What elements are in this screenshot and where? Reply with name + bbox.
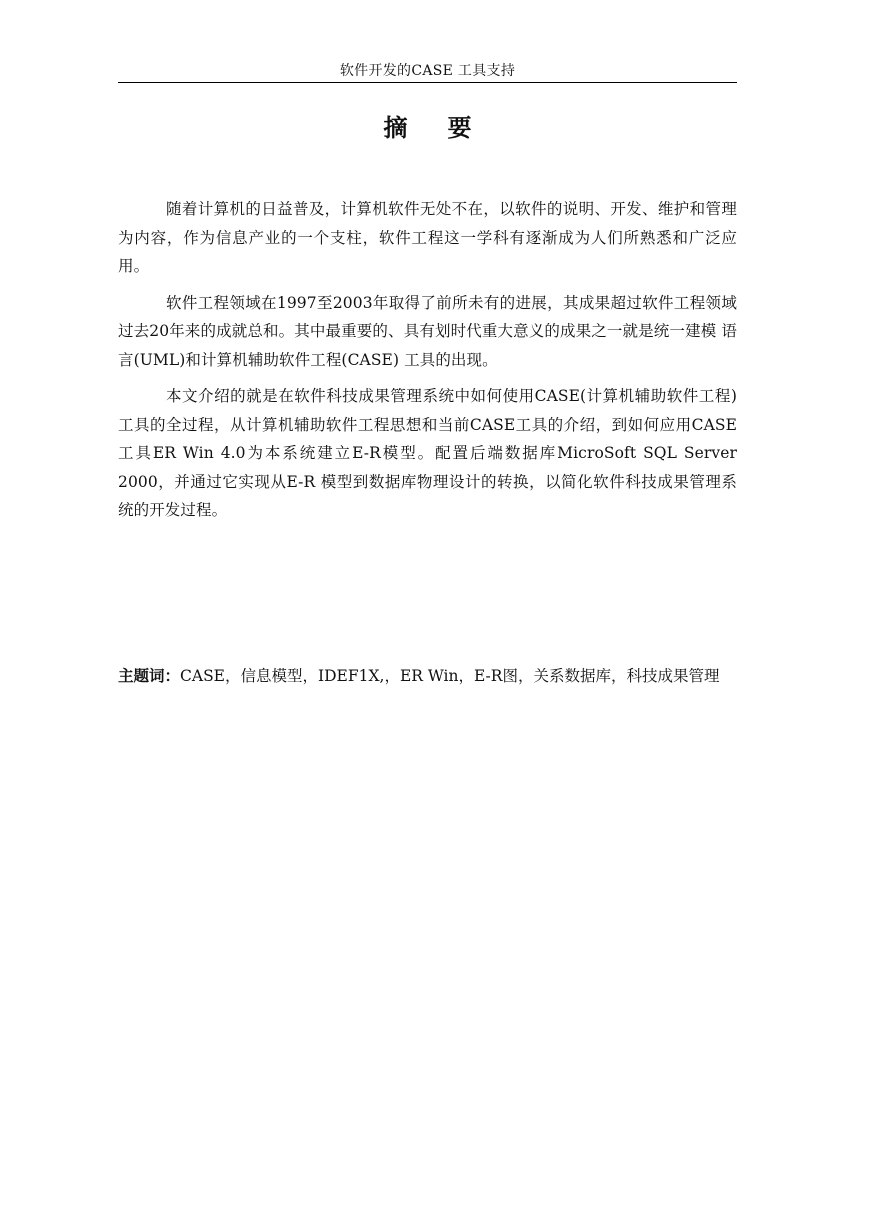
- abstract-paragraph-3: 本文介绍的就是在软件科技成果管理系统中如何使用CASE(计算机辅助软件工程)工具的全过程，从计算机辅助软件工程思想和当前CASE工具的介绍，到如何应用CASE工具ER Win 4.0为本系统建立E-R模型。配置后端数据库MicroSoft SQL Server 2000，并通过它实现从E-R 模型到数据库物理设计的转换，以简化软件科技成果管理系统的开发过程。: [118, 387, 737, 519]
- keywords-block: [118, 662, 737, 691]
- abstract-paragraph-1: 随着计算机的日益普及，计算机软件无处不在，以软件的说明、开发、维护和管理为内容，作为信息产业的一个支柱，软件工程这一学科有逐渐成为人们所熟悉和广泛应用。: [118, 200, 737, 275]
- abstract-body: [118, 195, 737, 533]
- header-rule: [118, 82, 737, 83]
- abstract-title: [118, 111, 737, 145]
- keywords-text: CASE，信息模型，IDEF1X,，ER Win，E-R图，关系数据库，科技成果管理: [180, 667, 720, 685]
- abstract-title-char-2: 要: [447, 114, 472, 142]
- abstract-title-char-1: 摘: [383, 114, 408, 142]
- abstract-paragraph-2: 软件工程领域在1997至2003年取得了前所未有的进展，其成果超过软件工程领域过去20年来的成就总和。其中最重要的、具有划时代重大意义的成果之一就是统一建模 语言(UML)和计算机辅助软件工程(CASE) 工具的出现。: [118, 293, 737, 369]
- running-header: 软件开发的CASE 工具支持: [339, 63, 516, 79]
- keywords-label: 主题词：: [118, 667, 181, 685]
